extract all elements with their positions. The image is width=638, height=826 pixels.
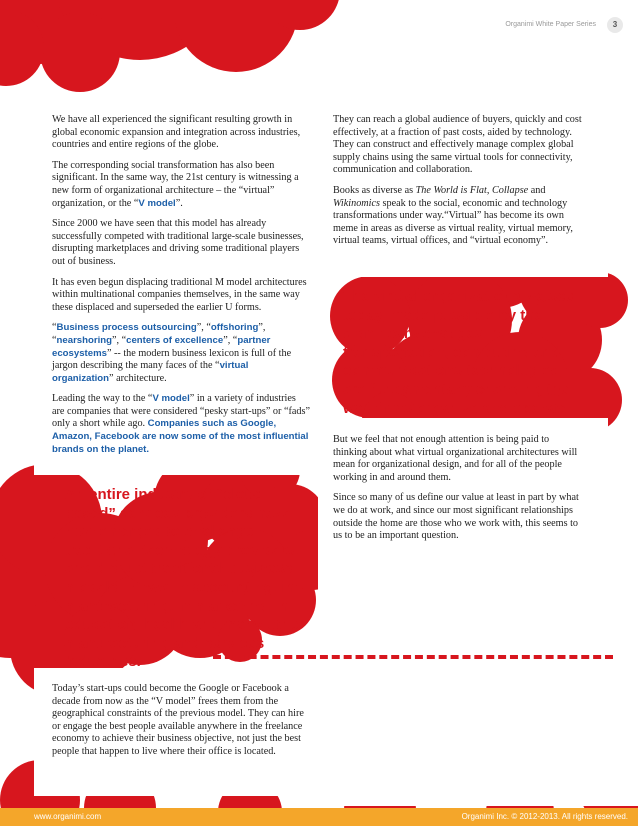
pull-quote-left: An entire industry of “cloud based” services providers have now emerged to challenge traditional technology providers, and disrupt traditional business models, in law, in accounting, in manufacturing, in marketing, in education, health and many other manufacturing and services industries.: [65, 486, 305, 671]
right-paragraph-4: Since so many of us define our value at least in part by what we do at work, and since our most significant relationships outside the home are those who we work with, this seems to us to be an important question.: [333, 492, 579, 542]
page-number-badge: 3: [607, 17, 623, 33]
right-paragraph-1: They can reach a global audience of buyers, quickly and cost effectively, at a fraction of past costs, aided by technology. They can construct and effectively manage complex global supply chains using the same virtual tools for connectivity, communication and collaboration.: [333, 114, 582, 176]
left-paragraph-2: The corresponding social transformation has also been significant. In the same way, the 21st century is witnessing a new form of organizational architecture – the “virtual” organization, or the “V model”.: [52, 159, 299, 209]
dashed-rule-left: [0, 493, 58, 497]
right-paragraph-3: But we feel that not enough attention is being paid to thinking about what virtual organizational architectures will mean for organizational design, and for all of the people working in and around them.: [333, 434, 578, 483]
right-column-lower: [333, 434, 583, 551]
left-paragraph-5: “Business process outsourcing”, “offshoring”, “nearshoring”, “centers of excellence”, “partner ecosystems” -- the modern business lexicon is full of the jargon describing the many faces of the “virtual organization” architecture.: [52, 322, 292, 384]
right-paragraph-2: Books as diverse as The World is Flat, Collapse and Wikinomics speak to the social, economic and technology transformations under way.“Virtual” has become its own meme in areas as diverse as virtual reality, virtual memory, virtual teams, virtual offices, and “virtual economy”.: [333, 184, 573, 247]
left-paragraph-6: Leading the way to the “V model” in a variety of industries are companies that were considered “pesky start-ups” or “fads” only a short while ago. Companies such as Google, Amazon, Facebook are now some of the most influential brands on the planet.: [52, 393, 310, 455]
highlight-v-model: V model: [138, 197, 176, 209]
dashed-rule-bottom: [213, 655, 613, 659]
left-paragraph-4: It has even begun displacing traditional M model architectures within multinational companies themselves, in the same way these displaced and superseded the earlier U forms.: [52, 276, 307, 313]
bottom-left-column: [52, 683, 310, 767]
bottom-paragraph: Today’s start-ups could become the Google or Facebook a decade from now as the “V model” frees them from the geographical constraints of the previous model. They can hire or engage the best people available anywhere in the freelance economy to achieve their business objective, not just the best people that happen to live where their office is located.: [52, 683, 304, 757]
right-column: [333, 114, 583, 256]
left-paragraph-1: We have all experienced the significant resulting growth in global economic expansion and integration across industries, countries and entire regions of the globe.: [52, 114, 301, 151]
left-paragraph-3: Since 2000 we have seen that this model has already successfully competed with traditional large-scale businesses, disrupting marketplaces and driving some traditional players out of business.: [52, 218, 304, 267]
pull-quote-right: The virtual organizations we see today, made possible by the significant changes in transportation, computing and communications technologies, are fundamentally changing the way firms organize and operate.: [343, 288, 574, 417]
footer-bar: [0, 808, 638, 826]
footer-website-link[interactable]: www.organimi.com: [34, 812, 102, 821]
header-series-title: Organimi White Paper Series: [505, 21, 596, 28]
footer-copyright: Organimi Inc. © 2012-2013. All rights reserved.: [461, 812, 628, 821]
left-column: [52, 114, 310, 464]
